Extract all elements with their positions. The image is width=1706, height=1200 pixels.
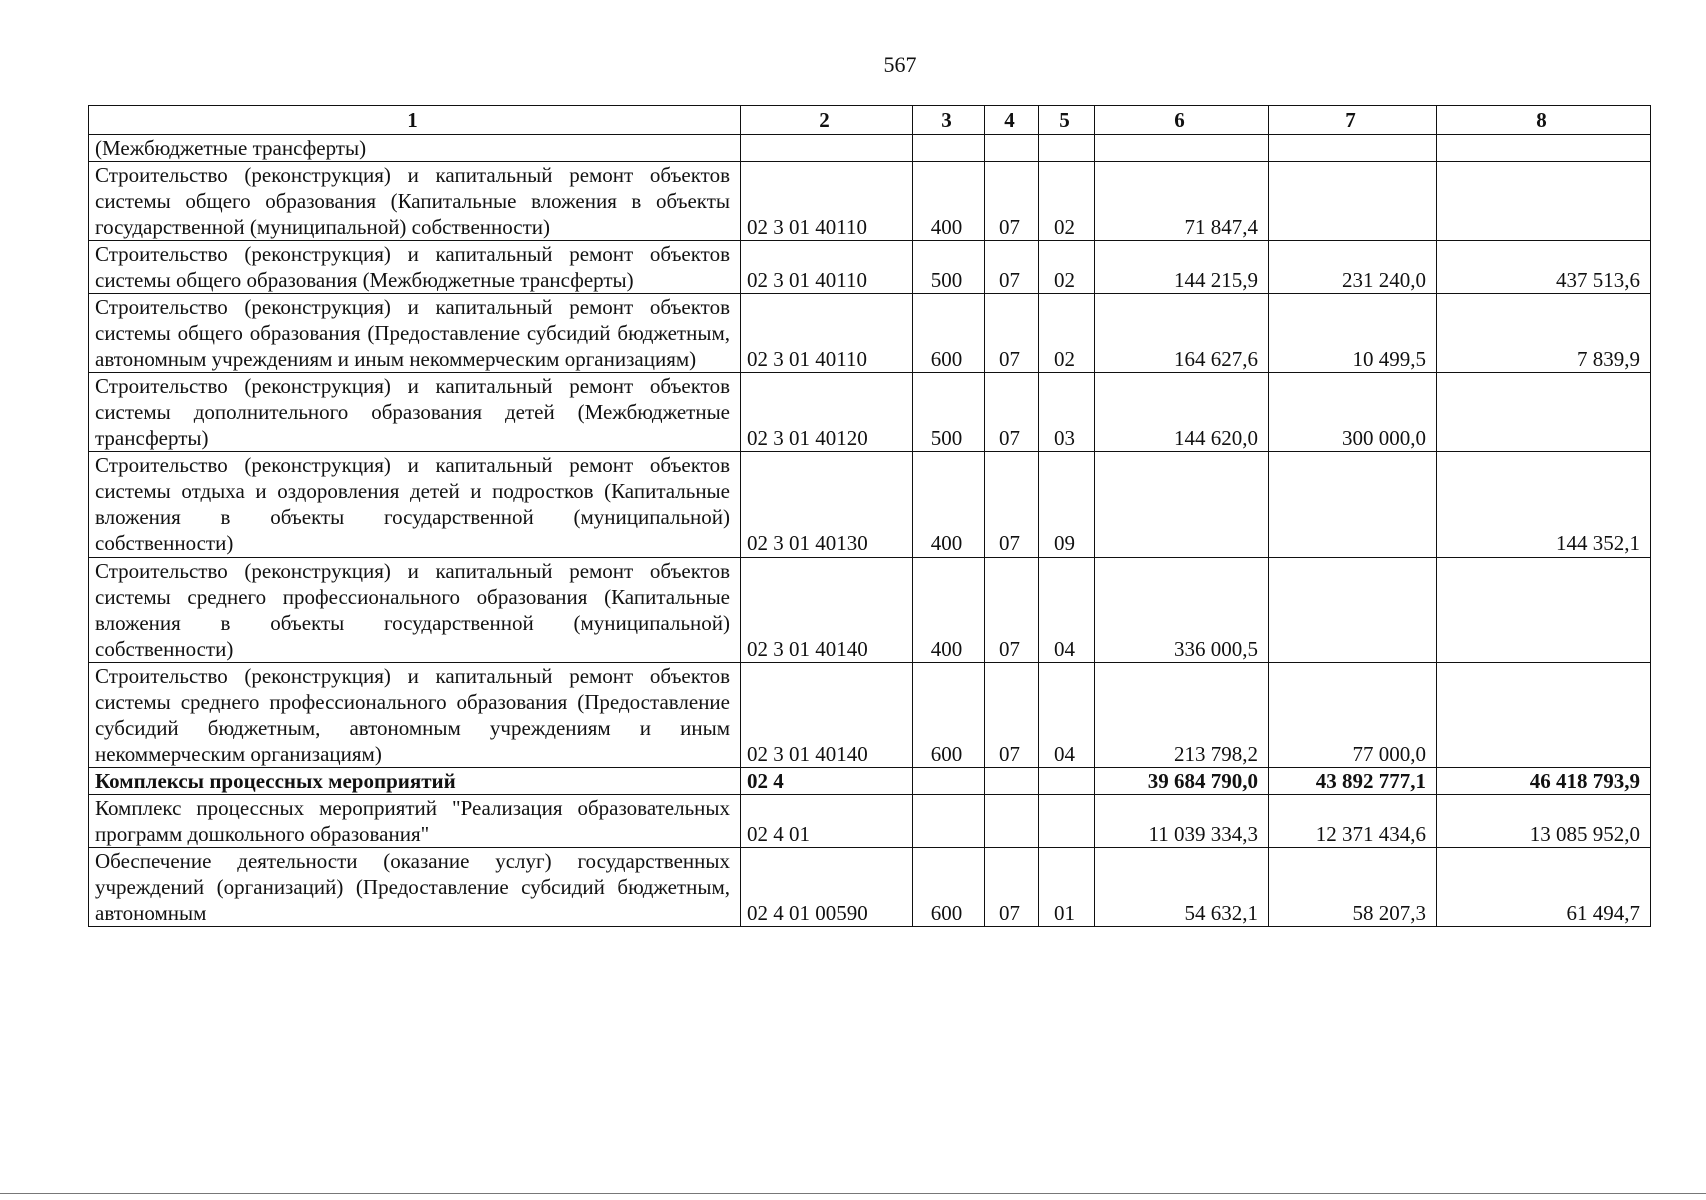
column-header: 5 [1039,106,1095,135]
row-description: Строительство (реконструкция) и капитальный ремонт объектов системы среднего профессионального образования (Капитальные вложения в объекты государственной (муниципальной) собственности) [89,557,741,662]
section-code: 07 [985,452,1039,557]
section-code: 07 [985,373,1039,452]
amount-col-7 [1269,557,1437,662]
table-row [89,452,1651,557]
target-article-code: 02 3 01 40140 [741,557,913,662]
subsection-code: 03 [1039,373,1095,452]
amount-col-8 [1437,373,1651,452]
amount-col-6 [1095,135,1269,162]
target-article-code: 02 3 01 40140 [741,662,913,767]
table-row [89,294,1651,373]
amount-col-7: 12 371 434,6 [1269,794,1437,847]
column-header: 3 [913,106,985,135]
section-code: 07 [985,847,1039,926]
expense-type-code: 600 [913,662,985,767]
target-article-code: 02 4 01 [741,794,913,847]
subsection-code [1039,767,1095,794]
amount-col-7: 300 000,0 [1269,373,1437,452]
amount-col-6: 144 620,0 [1095,373,1269,452]
amount-col-6: 71 847,4 [1095,162,1269,241]
table-row [89,162,1651,241]
amount-col-7: 10 499,5 [1269,294,1437,373]
table-row [89,794,1651,847]
target-article-code: 02 3 01 40120 [741,373,913,452]
row-description: Комплекс процессных мероприятий "Реализация образовательных программ дошкольного образования" [89,794,741,847]
expense-type-code: 400 [913,452,985,557]
target-article-code: 02 3 01 40110 [741,162,913,241]
amount-col-7: 231 240,0 [1269,241,1437,294]
amount-col-6: 54 632,1 [1095,847,1269,926]
section-code [985,135,1039,162]
target-article-code: 02 3 01 40130 [741,452,913,557]
row-description: Строительство (реконструкция) и капитальный ремонт объектов системы общего образования (Капитальные вложения в объекты государственной (муниципальной) собственности) [89,162,741,241]
subsection-code: 01 [1039,847,1095,926]
section-code: 07 [985,557,1039,662]
expense-type-code [913,767,985,794]
table-row [89,767,1651,794]
budget-table [88,105,1651,927]
amount-col-7 [1269,135,1437,162]
header-row [89,106,1651,135]
row-description: Обеспечение деятельности (оказание услуг) государственных учреждений (организаций) (Предоставление субсидий бюджетным, автономным [89,847,741,926]
amount-col-8 [1437,662,1651,767]
section-code: 07 [985,241,1039,294]
column-header: 8 [1437,106,1651,135]
amount-col-6: 144 215,9 [1095,241,1269,294]
amount-col-8: 437 513,6 [1437,241,1651,294]
expense-type-code: 500 [913,373,985,452]
table-row [89,373,1651,452]
amount-col-8: 13 085 952,0 [1437,794,1651,847]
page-number: 567 [883,52,917,77]
target-article-code: 02 3 01 40110 [741,241,913,294]
amount-col-8 [1437,557,1651,662]
column-header: 4 [985,106,1039,135]
target-article-code: 02 4 [741,767,913,794]
table-body [89,135,1651,927]
expense-type-code: 500 [913,241,985,294]
table-row [89,557,1651,662]
row-description: Строительство (реконструкция) и капитальный ремонт объектов системы среднего профессионального образования (Предоставление субсидий бюджетным, автономным учреждениям и иным некоммерческим организациям) [89,662,741,767]
subsection-code [1039,135,1095,162]
table-row [89,241,1651,294]
table-row [89,135,1651,162]
amount-col-6: 39 684 790,0 [1095,767,1269,794]
row-description: (Межбюджетные трансферты) [89,135,741,162]
amount-col-6: 164 627,6 [1095,294,1269,373]
subsection-code: 02 [1039,241,1095,294]
amount-col-8: 7 839,9 [1437,294,1651,373]
amount-col-8: 144 352,1 [1437,452,1651,557]
expense-type-code: 400 [913,557,985,662]
row-description: Комплексы процессных мероприятий [89,767,741,794]
subsection-code: 04 [1039,662,1095,767]
expense-type-code [913,794,985,847]
subsection-code: 04 [1039,557,1095,662]
row-description: Строительство (реконструкция) и капитальный ремонт объектов системы отдыха и оздоровления детей и подростков (Капитальные вложения в объекты государственной (муниципальной) собственности) [89,452,741,557]
expense-type-code: 600 [913,847,985,926]
target-article-code: 02 4 01 00590 [741,847,913,926]
table-row [89,662,1651,767]
section-code: 07 [985,162,1039,241]
row-description: Строительство (реконструкция) и капитальный ремонт объектов системы общего образования (Предоставление субсидий бюджетным, автономным учреждениям и иным некоммерческим организациям) [89,294,741,373]
column-header: 6 [1095,106,1269,135]
amount-col-6: 11 039 334,3 [1095,794,1269,847]
subsection-code: 02 [1039,162,1095,241]
amount-col-6 [1095,452,1269,557]
section-code: 07 [985,294,1039,373]
target-article-code: 02 3 01 40110 [741,294,913,373]
amount-col-6: 336 000,5 [1095,557,1269,662]
expense-type-code: 600 [913,294,985,373]
amount-col-8: 61 494,7 [1437,847,1651,926]
expense-type-code: 400 [913,162,985,241]
table-row [89,847,1651,926]
amount-col-7: 58 207,3 [1269,847,1437,926]
scan-edge-line [0,1193,1706,1194]
section-code: 07 [985,662,1039,767]
row-description: Строительство (реконструкция) и капитальный ремонт объектов системы дополнительного образования детей (Межбюджетные трансферты) [89,373,741,452]
amount-col-8 [1437,135,1651,162]
amount-col-8 [1437,162,1651,241]
subsection-code [1039,794,1095,847]
subsection-code: 02 [1039,294,1095,373]
row-description: Строительство (реконструкция) и капитальный ремонт объектов системы общего образования (Межбюджетные трансферты) [89,241,741,294]
amount-col-7 [1269,162,1437,241]
section-code [985,794,1039,847]
amount-col-6: 213 798,2 [1095,662,1269,767]
amount-col-7: 43 892 777,1 [1269,767,1437,794]
amount-col-8: 46 418 793,9 [1437,767,1651,794]
column-header: 2 [741,106,913,135]
expense-type-code [913,135,985,162]
target-article-code [741,135,913,162]
column-header: 7 [1269,106,1437,135]
amount-col-7: 77 000,0 [1269,662,1437,767]
column-header: 1 [89,106,741,135]
subsection-code: 09 [1039,452,1095,557]
section-code [985,767,1039,794]
amount-col-7 [1269,452,1437,557]
